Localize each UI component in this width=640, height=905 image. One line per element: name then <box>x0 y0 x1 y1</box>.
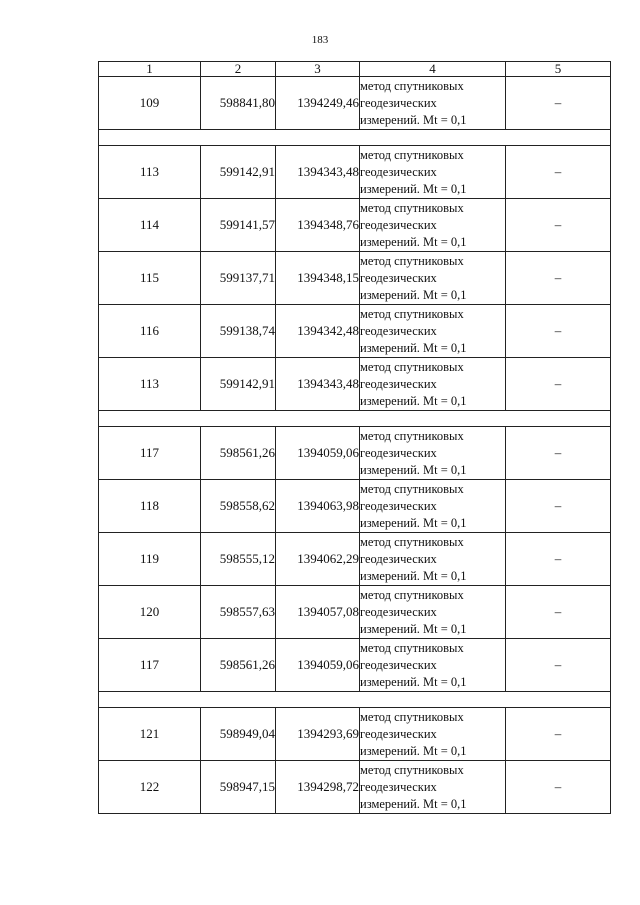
table-row <box>99 146 611 199</box>
table-row <box>99 480 611 533</box>
method-line: измерений. Mt = 0,1 <box>360 621 467 636</box>
method-cell <box>360 533 506 586</box>
y-coordinate-cell: 1394062,29 <box>276 533 360 586</box>
point-number-cell: 120 <box>99 586 201 639</box>
x-coordinate-cell: 598841,80 <box>201 77 276 130</box>
method-line: геодезических <box>360 551 437 566</box>
method-line: геодезических <box>360 726 437 741</box>
column-header-4: 4 <box>360 62 506 77</box>
note-cell: – <box>506 708 611 761</box>
method-line: метод спутниковых <box>360 428 464 443</box>
separator-row <box>99 692 611 708</box>
method-cell <box>360 77 506 130</box>
note-cell: – <box>506 358 611 411</box>
note-cell: – <box>506 586 611 639</box>
method-line: измерений. Mt = 0,1 <box>360 287 467 302</box>
method-cell <box>360 252 506 305</box>
method-line: геодезических <box>360 445 437 460</box>
coordinates-table <box>98 61 611 814</box>
page-number: 183 <box>311 34 329 46</box>
x-coordinate-cell: 598555,12 <box>201 533 276 586</box>
separator-row <box>99 130 611 146</box>
y-coordinate-cell: 1394343,48 <box>276 146 360 199</box>
method-line: измерений. Mt = 0,1 <box>360 796 467 811</box>
method-line: метод спутниковых <box>360 640 464 655</box>
separator-cell <box>99 130 611 146</box>
table-row <box>99 586 611 639</box>
method-line: геодезических <box>360 323 437 338</box>
method-line: измерений. Mt = 0,1 <box>360 340 467 355</box>
y-coordinate-cell: 1394063,98 <box>276 480 360 533</box>
method-cell <box>360 427 506 480</box>
table-row <box>99 639 611 692</box>
x-coordinate-cell: 599137,71 <box>201 252 276 305</box>
x-coordinate-cell: 599141,57 <box>201 199 276 252</box>
method-cell <box>360 305 506 358</box>
method-line: геодезических <box>360 604 437 619</box>
point-number-cell: 117 <box>99 639 201 692</box>
x-coordinate-cell: 598561,26 <box>201 427 276 480</box>
point-number-cell: 122 <box>99 761 201 814</box>
note-cell: – <box>506 199 611 252</box>
method-line: метод спутниковых <box>360 359 464 374</box>
separator-cell <box>99 692 611 708</box>
x-coordinate-cell: 598949,04 <box>201 708 276 761</box>
point-number-cell: 121 <box>99 708 201 761</box>
separator-row <box>99 411 611 427</box>
table-row <box>99 761 611 814</box>
method-line: метод спутниковых <box>360 200 464 215</box>
method-line: метод спутниковых <box>360 762 464 777</box>
method-cell <box>360 761 506 814</box>
point-number-cell: 116 <box>99 305 201 358</box>
method-cell <box>360 199 506 252</box>
table-row <box>99 305 611 358</box>
method-cell <box>360 708 506 761</box>
table-body <box>99 77 611 814</box>
method-line: геодезических <box>360 164 437 179</box>
note-cell: – <box>506 639 611 692</box>
point-number-cell: 119 <box>99 533 201 586</box>
note-cell: – <box>506 533 611 586</box>
method-line: измерений. Mt = 0,1 <box>360 674 467 689</box>
table-row <box>99 427 611 480</box>
method-line: геодезических <box>360 217 437 232</box>
method-line: измерений. Mt = 0,1 <box>360 393 467 408</box>
point-number-cell: 117 <box>99 427 201 480</box>
method-line: метод спутниковых <box>360 253 464 268</box>
x-coordinate-cell: 599142,91 <box>201 146 276 199</box>
method-cell <box>360 586 506 639</box>
table-row <box>99 252 611 305</box>
y-coordinate-cell: 1394348,76 <box>276 199 360 252</box>
method-line: геодезических <box>360 779 437 794</box>
x-coordinate-cell: 598947,15 <box>201 761 276 814</box>
separator-cell <box>99 411 611 427</box>
method-line: метод спутниковых <box>360 78 464 93</box>
y-coordinate-cell: 1394293,69 <box>276 708 360 761</box>
method-line: метод спутниковых <box>360 306 464 321</box>
column-header-1: 1 <box>99 62 201 77</box>
y-coordinate-cell: 1394348,15 <box>276 252 360 305</box>
x-coordinate-cell: 598561,26 <box>201 639 276 692</box>
x-coordinate-cell: 598558,62 <box>201 480 276 533</box>
method-line: геодезических <box>360 95 437 110</box>
table-row <box>99 358 611 411</box>
point-number-cell: 113 <box>99 358 201 411</box>
note-cell: – <box>506 427 611 480</box>
method-line: измерений. Mt = 0,1 <box>360 515 467 530</box>
method-cell <box>360 358 506 411</box>
note-cell: – <box>506 252 611 305</box>
note-cell: – <box>506 146 611 199</box>
note-cell: – <box>506 480 611 533</box>
y-coordinate-cell: 1394249,46 <box>276 77 360 130</box>
column-header-5: 5 <box>506 62 611 77</box>
note-cell: – <box>506 305 611 358</box>
point-number-cell: 114 <box>99 199 201 252</box>
method-line: метод спутниковых <box>360 534 464 549</box>
method-cell <box>360 480 506 533</box>
note-cell: – <box>506 761 611 814</box>
y-coordinate-cell: 1394057,08 <box>276 586 360 639</box>
point-number-cell: 109 <box>99 77 201 130</box>
y-coordinate-cell: 1394342,48 <box>276 305 360 358</box>
x-coordinate-cell: 599138,74 <box>201 305 276 358</box>
table-row <box>99 708 611 761</box>
note-cell: – <box>506 77 611 130</box>
y-coordinate-cell: 1394343,48 <box>276 358 360 411</box>
y-coordinate-cell: 1394298,72 <box>276 761 360 814</box>
method-line: метод спутниковых <box>360 587 464 602</box>
method-line: измерений. Mt = 0,1 <box>360 234 467 249</box>
table-row <box>99 533 611 586</box>
method-line: измерений. Mt = 0,1 <box>360 112 467 127</box>
point-number-cell: 118 <box>99 480 201 533</box>
method-cell <box>360 146 506 199</box>
method-cell <box>360 639 506 692</box>
point-number-cell: 113 <box>99 146 201 199</box>
y-coordinate-cell: 1394059,06 <box>276 427 360 480</box>
point-number-cell: 115 <box>99 252 201 305</box>
x-coordinate-cell: 598557,63 <box>201 586 276 639</box>
method-line: геодезических <box>360 498 437 513</box>
method-line: метод спутниковых <box>360 709 464 724</box>
method-line: измерений. Mt = 0,1 <box>360 743 467 758</box>
table-header-row <box>99 62 611 77</box>
table-row <box>99 77 611 130</box>
method-line: геодезических <box>360 270 437 285</box>
method-line: измерений. Mt = 0,1 <box>360 568 467 583</box>
x-coordinate-cell: 599142,91 <box>201 358 276 411</box>
method-line: измерений. Mt = 0,1 <box>360 181 467 196</box>
y-coordinate-cell: 1394059,06 <box>276 639 360 692</box>
table-row <box>99 199 611 252</box>
method-line: геодезических <box>360 376 437 391</box>
method-line: метод спутниковых <box>360 481 464 496</box>
method-line: геодезических <box>360 657 437 672</box>
column-header-3: 3 <box>276 62 360 77</box>
method-line: метод спутниковых <box>360 147 464 162</box>
method-line: измерений. Mt = 0,1 <box>360 462 467 477</box>
column-header-2: 2 <box>201 62 276 77</box>
